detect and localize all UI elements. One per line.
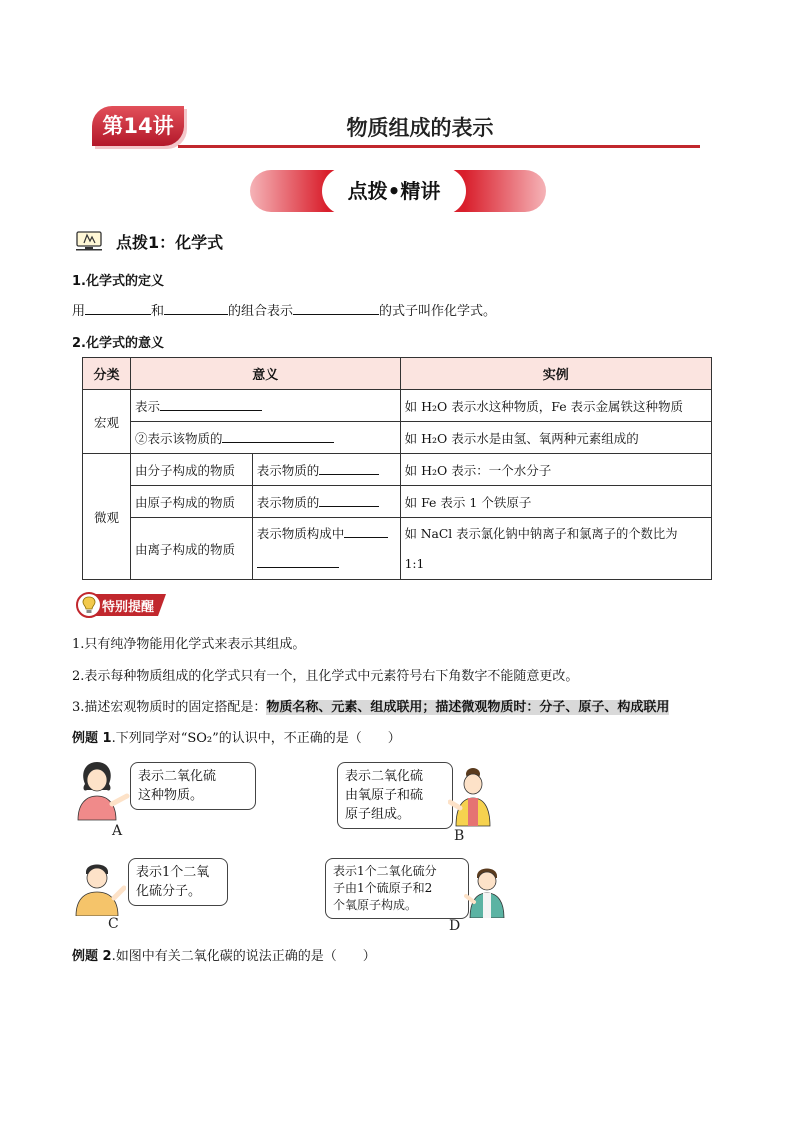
blank-line <box>319 461 379 475</box>
example1-label: 例题 1 <box>72 731 112 746</box>
macro-label: 宏观 <box>83 390 131 454</box>
table-row <box>83 486 712 518</box>
table-cell <box>252 486 400 518</box>
bubble-line: 表示二氧化硫 <box>345 769 424 784</box>
blank-line <box>164 301 228 315</box>
section-banner: 点拨•精讲 <box>325 170 463 212</box>
def-text: 的式子叫作化学式。 <box>379 304 497 319</box>
tip-item-3-prefix: 3.描述宏观物质时的固定搭配是： <box>72 700 267 715</box>
option-a-bubble <box>130 762 256 810</box>
def-text: 用 <box>72 304 86 319</box>
example2-text: .如图中有关二氧化碳的说法正确的是（ ） <box>111 949 376 964</box>
option-c-bubble <box>128 858 228 906</box>
cell-text: 表示物质的 <box>256 494 320 510</box>
table-cell: 如 H₂O 表示：一个水分子 <box>400 454 711 486</box>
micro-label: 微观 <box>83 454 131 580</box>
table-cell: 如 H₂O 表示水这种物质，Fe 表示金属铁这种物质 <box>400 390 711 422</box>
lesson-number-badge: 第14讲 <box>92 106 184 146</box>
tip-label: 特别提醒 <box>102 600 155 615</box>
table-row <box>83 390 712 422</box>
definition-subheading: 1.化学式的定义 <box>72 274 164 289</box>
definition-sentence <box>72 300 496 319</box>
example1-question <box>72 727 401 746</box>
table-row <box>83 422 712 454</box>
option-b-letter: B <box>454 828 465 844</box>
option-d-letter: D <box>449 918 461 934</box>
table-cell: 如 Fe 表示 1 个铁原子 <box>400 486 711 518</box>
table-cell <box>130 390 400 422</box>
student-d-figure <box>464 862 510 918</box>
blank-line <box>257 554 339 568</box>
table-cell: 由离子构成的物质 <box>130 518 252 580</box>
cell-text: ②表示该物质的 <box>134 430 223 446</box>
option-b-bubble <box>337 762 453 829</box>
example2-label: 例题 2 <box>72 949 112 964</box>
bubble-line: 表示1个二氧化硫分 <box>333 864 437 878</box>
header-rule <box>178 145 700 148</box>
def-text: 和 <box>151 304 165 319</box>
example2-question <box>72 945 376 964</box>
tip-item: 2.表示每种物质组成的化学式只有一个，且化学式中元素符号右下角数字不能随意更改。 <box>72 669 579 684</box>
cell-text: 表示 <box>134 398 160 414</box>
table-cell <box>400 518 711 580</box>
monitor-icon <box>76 231 104 251</box>
blank-line <box>222 429 334 443</box>
cell-text: 如 NaCl 表示氯化钠中钠离子和氯离子的个数比为 <box>404 526 678 541</box>
table-row <box>83 454 712 486</box>
bubble-line: 原子组成。 <box>345 807 411 822</box>
blank-line <box>85 301 151 315</box>
table-cell: 由原子构成的物质 <box>130 486 252 518</box>
lesson-title: 物质组成的表示 <box>346 116 494 140</box>
blank-line <box>293 301 379 315</box>
blank-line <box>344 524 388 538</box>
table-header-row <box>83 358 712 390</box>
table-cell: 如 H₂O 表示水是由氢、氧两种元素组成的 <box>400 422 711 454</box>
table-row <box>83 518 712 580</box>
table-cell: 由分子构成的物质 <box>130 454 252 486</box>
option-a-letter: A <box>112 823 123 839</box>
bubble-line: 由氧原子和硫 <box>345 788 424 803</box>
student-a-figure <box>72 760 132 822</box>
option-c-letter: C <box>108 916 119 932</box>
table-cell <box>252 518 400 580</box>
point1-heading: 点拨1：化学式 <box>116 233 224 252</box>
option-d-bubble <box>325 858 469 919</box>
example1-text: .下列同学对“SO₂”的认识中，不正确的是（ ） <box>111 731 401 746</box>
student-c-figure <box>72 856 126 916</box>
bubble-line: 子由1个硫原子和2 <box>333 881 433 895</box>
cell-text: 表示物质构成中 <box>256 525 345 541</box>
tip-item: 1.只有纯净物能用化学式来表示其组成。 <box>72 637 306 652</box>
bubble-line: 个氧原子构成。 <box>333 898 418 912</box>
bubble-line: 表示二氧化硫 <box>138 769 217 784</box>
blank-line <box>319 493 379 507</box>
def-text: 的组合表示 <box>228 304 294 319</box>
blank-line <box>160 397 262 411</box>
cell-text: 表示物质的 <box>256 462 320 478</box>
bubble-line: 表示1个二氧 <box>136 865 210 880</box>
bubble-line: 这种物质。 <box>138 788 204 803</box>
formula-meaning-table <box>82 357 712 580</box>
cell-text: 1:1 <box>404 556 425 571</box>
tip-item-3 <box>72 696 669 715</box>
header-example: 实例 <box>400 358 711 390</box>
student-b-figure <box>448 764 498 828</box>
tip-highlight: 物质名称、元素、组成联用；描述微观物质时：分子、原子、构成联用 <box>266 700 670 715</box>
meaning-subheading: 2.化学式的意义 <box>72 336 164 351</box>
bubble-line: 化硫分子。 <box>136 884 202 899</box>
table-cell <box>130 422 400 454</box>
table-cell <box>252 454 400 486</box>
header-category: 分类 <box>83 358 131 390</box>
header-meaning: 意义 <box>130 358 400 390</box>
